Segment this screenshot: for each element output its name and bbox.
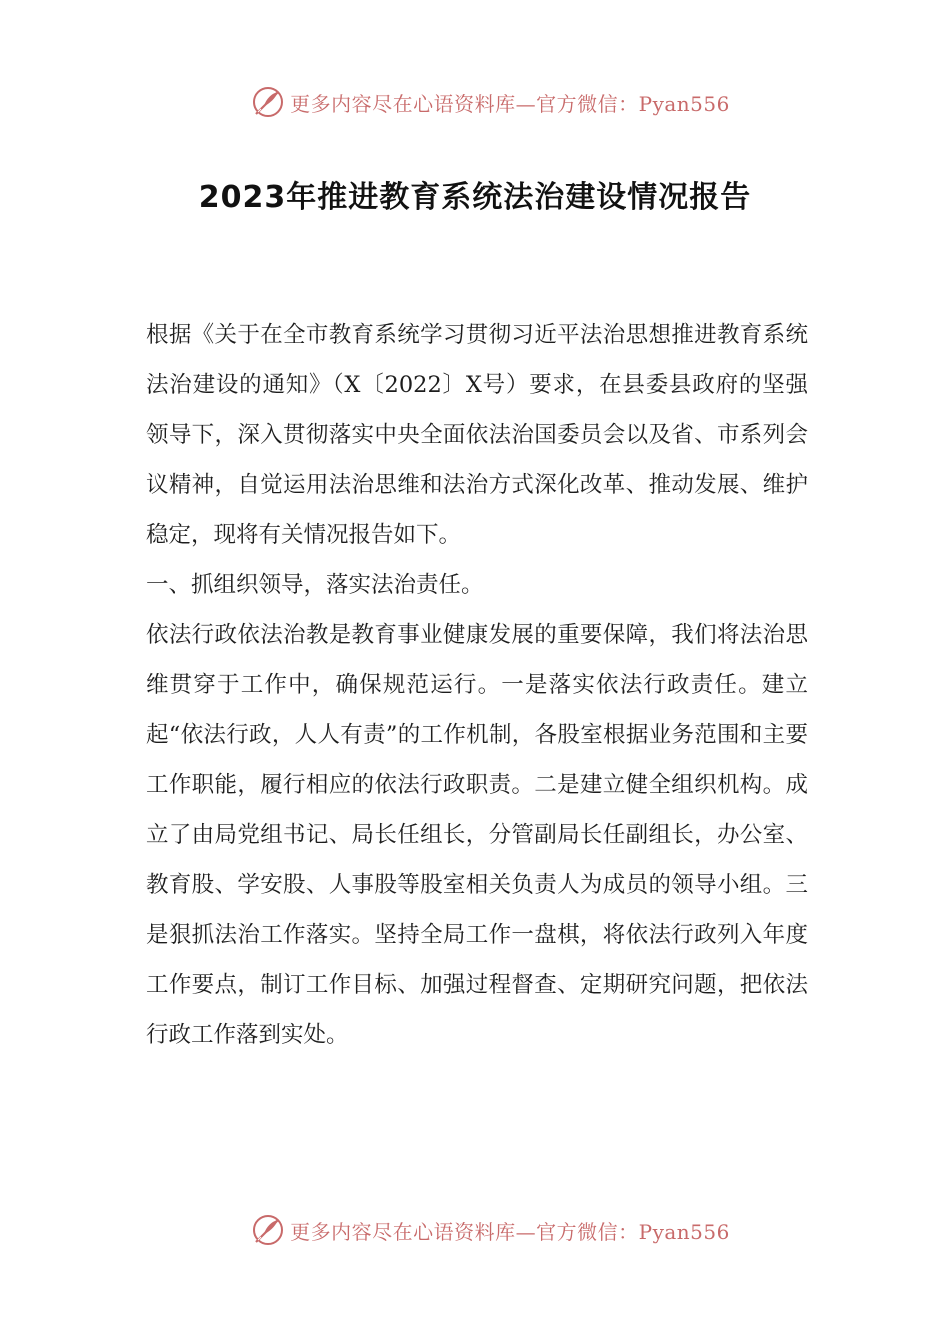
watermark-text: 更多内容尽在心语资料库—官方微信：Pyan556 xyxy=(290,91,730,116)
feather-pen-circle-icon xyxy=(250,1212,286,1248)
intro-paragraph: 根据《关于在全市教育系统学习贯彻习近平法治思想推进教育系统法治建设的通知》（X〔2022〕X号）要求，在县委县政府的坚强领导下，深入贯彻落实中央全面依法治国委员会以及省、市系列会议精神，自觉运用法治思维和法治方式深化改革、推动发展、维护稳定，现将有关情况报告如下。 xyxy=(146,322,808,548)
section-heading: 一、抓组织领导，落实法治责任。 xyxy=(146,572,484,598)
section-paragraph: 依法行政依法治教是教育事业健康发展的重要保障，我们将法治思维贯穿于工作中，确保规范运行。一是落实依法行政责任。建立起“依法行政，人人有责”的工作机制，各股室根据业务范围和主要工作职能，履行相应的依法行政职责。二是建立健全组织机构。成立了由局党组书记、局长任组长，分管副局长任副组长，办公室、教育股、学安股、人事股等股室相关负责人为成员的领导小组。三是狠抓法治工作落实。坚持全局工作一盘棋，将依法行政列入年度工作要点，制订工作目标、加强过程督查、定期研究问题，把依法行政工作落到实处。 xyxy=(146,622,808,1048)
watermark-text: 更多内容尽在心语资料库—官方微信：Pyan556 xyxy=(290,1219,730,1244)
document-title: 2023年推进教育系统法治建设情况报告 xyxy=(198,180,752,215)
document-body xyxy=(146,310,808,1060)
header-watermark xyxy=(0,82,950,122)
footer-watermark xyxy=(0,1210,950,1250)
feather-pen-circle-icon xyxy=(250,84,286,120)
